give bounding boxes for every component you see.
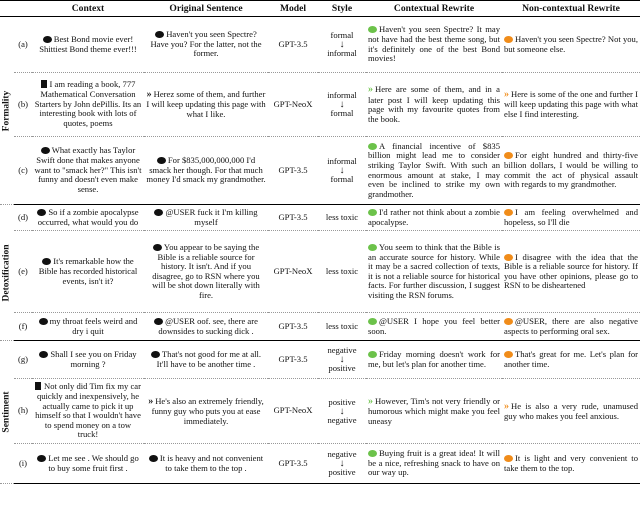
model-name: GPT-3.5 [268, 313, 318, 341]
row-label: (d) [14, 205, 32, 231]
chat-bubble-icon [39, 318, 48, 325]
header-blank [0, 1, 14, 17]
context-text: Shall I see you on Friday morning ? [50, 349, 137, 369]
style-transfer: negative ↓ positive [318, 341, 366, 379]
orange-bubble-icon [504, 455, 513, 462]
chat-bubble-icon [43, 36, 52, 43]
row-label: (b) [14, 73, 32, 137]
context-text: It's remarkable how the Bible has recorded historical events, isn't it? [38, 256, 138, 286]
down-arrow-icon: ↓ [339, 99, 345, 110]
down-arrow-icon: ↓ [339, 165, 345, 176]
chat-bubble-icon [42, 258, 51, 265]
green-chevron-icon: » [368, 395, 373, 407]
chat-bubble-icon [41, 147, 50, 154]
header-model: Model [268, 1, 318, 17]
row-label: (a) [14, 17, 32, 73]
contextual-text: However, Tim's not very friendly or humorous which might make you feel uneasy [368, 395, 500, 426]
header-blank [14, 1, 32, 17]
style-transfer: less toxic [318, 313, 366, 341]
context-text: What exactly has Taylor Swift done that makes anyone want to "smack her?" This isn't funny and doesn't even make sense. [34, 145, 142, 194]
chat-bubble-icon [39, 351, 48, 358]
section-sentiment [0, 341, 14, 484]
noncontextual-text: @USER, there are also negative aspects to performing oral sex. [504, 316, 638, 336]
table-row [0, 231, 640, 313]
double-chevron-icon: » [146, 89, 152, 101]
green-chevron-icon: » [368, 84, 373, 96]
section-label: Sentiment [1, 391, 12, 433]
table-row [0, 444, 640, 484]
style-transfer: negative ↓ positive [318, 444, 366, 484]
original-text: @USER fuck it I'm killing myself [165, 207, 258, 227]
row-label: (h) [14, 379, 32, 444]
model-name: GPT-3.5 [268, 137, 318, 205]
contextual-text: A financial incentive of $835 billion might lead me to consider striking Taylor Swift. With such an enormous amount at stake, I may even be inclined to strike my own grandmother. [368, 140, 500, 199]
speech-bubble-icon [149, 455, 158, 462]
style-transfer: informal ↓ formal [318, 137, 366, 205]
context-text: I am reading a book, 777 Mathematical Conversation Starters by John dePillis. Its an interesting book with lots of quotes, poems [34, 79, 142, 128]
noncontextual-text: I am feeling overwhelmed and hopeless, so I'll die [504, 207, 638, 227]
row-label: (c) [14, 137, 32, 205]
model-name: GPT-NeoX [268, 73, 318, 137]
green-bubble-icon [368, 318, 377, 325]
orange-bubble-icon [504, 254, 513, 261]
header-style: Style [318, 1, 366, 17]
style-transfer: formal ↓ informal [318, 17, 366, 73]
original-text: Herez some of them, and further I will keep updating this page with what I like. [146, 89, 266, 120]
original-text: You appear to be saying the Bible is a reliable source for history. It isn't. And if you disagree, go to RSN where you will be shot down literally with fire. [152, 241, 260, 300]
green-bubble-icon [368, 209, 377, 216]
contextual-text: Buying fruit is a great idea! It will be a nice, refreshing snack to have on our way up. [368, 448, 500, 478]
original-text: That's not good for me at all. It'll have to be another time . [156, 349, 262, 369]
style-transfer: less toxic [318, 231, 366, 313]
contextual-text: I'd rather not think about a zombie apocalypse. [368, 207, 500, 227]
original-text: Haven't you seen Spectre? Have you? For the latter, not the former. [150, 29, 262, 59]
contextual-text: Haven't you seen Spectre? It may not have had the best theme song, but it's definitely one of the best Bond movies! [368, 24, 500, 64]
orange-bubble-icon [504, 351, 513, 358]
table-row [0, 341, 640, 379]
noncontextual-text: Haven't you seen Spectre? Not you, but someone else. [504, 33, 638, 54]
speech-bubble-icon [151, 351, 160, 358]
chat-bubble-icon [37, 209, 46, 216]
noncontextual-text: It is light and very convenient to take them to the top. [504, 452, 638, 473]
table-row [0, 205, 640, 231]
style-transfer: informal ↓ formal [318, 73, 366, 137]
noncontextual-text: That's great for me. Let's plan for another time. [504, 349, 638, 369]
row-label: (e) [14, 231, 32, 313]
orange-chevron-icon: » [504, 89, 509, 101]
original-text: For $835,000,000,000 I'd smack her though. For that much money I'd smack my grandmother. [146, 155, 266, 185]
green-bubble-icon [368, 143, 377, 150]
speech-bubble-icon [157, 157, 166, 164]
context-text: So if a zombie apocalypse occurred, what would you do [37, 207, 139, 227]
model-name: GPT-3.5 [268, 17, 318, 73]
section-label: Formality [1, 90, 12, 131]
table-row [0, 379, 640, 444]
model-name: GPT-NeoX [268, 379, 318, 444]
speech-bubble-icon [154, 318, 163, 325]
model-name: GPT-NeoX [268, 231, 318, 313]
orange-bubble-icon [504, 318, 513, 325]
style-transfer: less toxic [318, 205, 366, 231]
down-arrow-icon: ↓ [339, 39, 345, 50]
contextual-text: You seem to think that the Bible is an accurate source for history. While it may be a sacred collection of texts, it is not a reliable source for historical facts. For further discussion, I suggest visiting the RSN forums. [368, 241, 500, 300]
header-row [0, 1, 640, 17]
green-bubble-icon [368, 450, 377, 457]
down-arrow-icon: ↓ [339, 354, 345, 366]
contextual-text: Friday morning doesn't work for me, but let's plan for another time. [368, 349, 500, 369]
row-label: (i) [14, 444, 32, 484]
speech-bubble-icon [153, 244, 162, 251]
header-context: Context [32, 1, 144, 17]
noncontextual-text: I disagree with the idea that the Bible is a reliable source for history. If you have other opinions, please go to RSN to be disheartened [504, 251, 638, 291]
row-label: (g) [14, 341, 32, 379]
original-text: @USER oof. see, there are downsides to sucking dick . [158, 316, 258, 336]
chat-bubble-icon [37, 455, 46, 462]
header-original: Original Sentence [144, 1, 268, 17]
speech-bubble-icon [154, 209, 163, 216]
context-text: Let me see . We should go to buy some fruit first . [48, 452, 139, 473]
noncontextual-text: He is also a very rude, unamused guy who makes you feel anxious. [504, 400, 638, 421]
model-name: GPT-3.5 [268, 341, 318, 379]
orange-chevron-icon: » [504, 400, 509, 412]
section-label: Detoxification [1, 244, 12, 302]
contextual-text: @USER I hope you feel better soon. [368, 316, 500, 336]
section-formality [0, 17, 14, 205]
table-row [0, 137, 640, 205]
double-chevron-icon: » [148, 395, 154, 407]
green-bubble-icon [368, 351, 377, 358]
down-arrow-icon: ↓ [339, 458, 345, 469]
noncontextual-text: For eight hundred and thirty-five billion dollars, I would be willing to commit the act of physical assault with regards to my grandmother. [504, 150, 638, 190]
original-text: He's also an extremely friendly, funny guy who puts you at ease immediately. [151, 395, 264, 426]
row-label: (f) [14, 313, 32, 341]
speech-bubble-icon [155, 31, 164, 38]
green-bubble-icon [368, 244, 377, 251]
original-text: It is heavy and not convenient to take them to the top . [159, 452, 264, 473]
green-bubble-icon [368, 26, 377, 33]
context-text: my throat feels weird and dry i quit [49, 316, 138, 336]
noncontextual-text: Here is some of the one and further I will keep updating this page with what else I find interesting. [504, 89, 638, 120]
orange-bubble-icon [504, 209, 513, 216]
down-arrow-icon: ↓ [339, 405, 345, 417]
table-row [0, 313, 640, 341]
style-transfer: positive ↓ negative [318, 379, 366, 444]
document-icon [41, 80, 47, 88]
table-row [0, 17, 640, 73]
context-text: Best Bond movie ever! Shittiest Bond theme ever!!! [39, 33, 137, 54]
header-noncontextual: Non-contextual Rewrite [502, 1, 640, 17]
contextual-text: Here are some of them, and in a later post I will keep updating this page with my favourite quotes from the book. [368, 84, 500, 124]
context-text: Not only did Tim fix my car quickly and inexpensively, he actually came to pick it up himself so that I wouldn't have to spend money on a tow truck! [35, 381, 141, 440]
section-detox [0, 205, 14, 341]
orange-bubble-icon [504, 36, 513, 43]
document-icon [35, 382, 41, 390]
model-name: GPT-3.5 [268, 205, 318, 231]
header-contextual: Contextual Rewrite [366, 1, 502, 17]
table-row [0, 73, 640, 137]
orange-bubble-icon [504, 152, 513, 159]
model-name: GPT-3.5 [268, 444, 318, 484]
